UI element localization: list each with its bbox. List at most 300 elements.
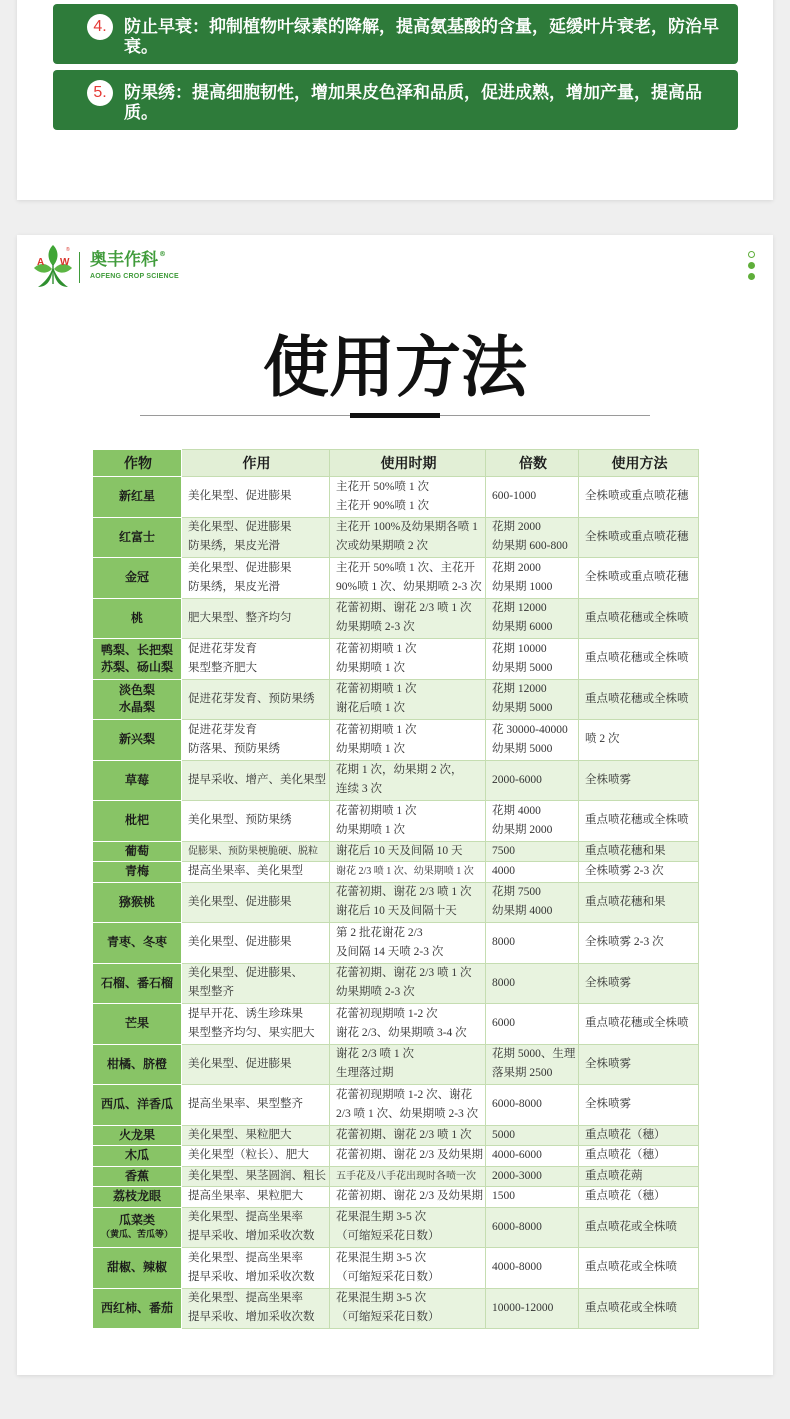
dilution-text: 600-1000	[492, 490, 537, 503]
crop-cell	[93, 639, 182, 680]
period-text: 花蕾初期、谢花 2/3 及幼果期	[336, 1149, 483, 1162]
effect-cell	[182, 1125, 330, 1146]
period-text: 幼果期喷 2-3 次	[336, 621, 415, 634]
method-text: 重点喷花或全株喷	[585, 1301, 677, 1314]
dilution-text: 花期 10000	[492, 642, 547, 655]
effect-text: 美化果型（粒长）、肥大	[188, 1149, 309, 1162]
section-title: 使用方法	[263, 329, 527, 406]
method-cell	[579, 477, 699, 518]
effect-cell	[182, 963, 330, 1004]
usage-card	[17, 235, 773, 1375]
period-text: 花果混生期 3-5 次	[336, 1211, 427, 1224]
crop-name: 柑橘、脐橙	[106, 1056, 167, 1071]
table-row	[93, 1125, 699, 1146]
period-text: 及间隔 14 天喷 2-3 次	[336, 945, 444, 958]
dilution-text: 7500	[492, 844, 515, 857]
period-cell	[330, 477, 486, 518]
period-cell	[330, 1187, 486, 1208]
dilution-cell	[486, 1288, 579, 1329]
title-accent-bar	[350, 413, 440, 418]
table-row	[93, 963, 699, 1004]
dilution-text: 花期 5000、生理	[492, 1048, 576, 1061]
method-text: 重点喷花（穗）	[585, 1128, 666, 1141]
leaf-logo-icon	[33, 244, 73, 290]
benefit-banner	[53, 70, 738, 130]
effect-text: 促进花芽发育、预防果绣	[188, 692, 315, 705]
crop-name: 芒果	[124, 1016, 149, 1031]
period-cell	[330, 598, 486, 639]
period-text: 次或幼果期喷 2 次	[336, 540, 428, 553]
method-text: 重点喷花（穗）	[585, 1190, 666, 1203]
period-text: 生理落过期	[336, 1067, 394, 1080]
method-text: 全株喷雾 2-3 次	[585, 865, 664, 878]
period-text: 花蕾初期喷 1 次	[336, 683, 417, 696]
crop-name: 苏梨、砀山梨	[100, 659, 173, 674]
method-text: 重点喷花或全株喷	[585, 1220, 677, 1233]
period-cell	[330, 1248, 486, 1289]
period-text: 花果混生期 3-5 次	[336, 1292, 427, 1305]
dilution-text: 6000-8000	[492, 1220, 542, 1233]
effect-text: 果型整齐肥大	[188, 661, 257, 674]
dilution-text: 8000	[492, 976, 515, 989]
benefit-number-badge: 5.	[87, 80, 113, 106]
vertical-dots-icon	[748, 251, 757, 287]
dilution-cell	[486, 963, 579, 1004]
period-text: 谢花 2/3 喷 1 次、幼果期喷 1 次	[336, 866, 474, 878]
period-text: 幼果期喷 1 次	[336, 823, 405, 836]
column-header-crop: 作物	[93, 450, 182, 477]
dilution-text: 5000	[492, 1128, 515, 1141]
dot	[748, 273, 755, 280]
method-cell	[579, 1044, 699, 1085]
method-cell	[579, 841, 699, 862]
method-cell	[579, 639, 699, 680]
period-text: 花蕾初期喷 1 次	[336, 642, 417, 655]
method-cell	[579, 598, 699, 639]
effect-cell	[182, 1146, 330, 1167]
crop-cell	[93, 760, 182, 801]
period-text: 花蕾初现期喷 1-2 次	[336, 1007, 438, 1020]
crop-cell	[93, 1187, 182, 1208]
period-text: 花果混生期 3-5 次	[336, 1251, 427, 1264]
method-text: 全株喷或重点喷花穗	[585, 490, 689, 503]
period-text: 主花开 50%喷 1 次	[336, 480, 429, 493]
period-text: 2/3 喷 1 次、幼果期喷 2-3 次	[336, 1107, 479, 1120]
logo-letter: A	[37, 257, 45, 268]
effect-cell	[182, 882, 330, 923]
period-text: 主花开 90%喷 1 次	[336, 499, 429, 512]
crop-name: 木瓜	[124, 1148, 149, 1163]
table-row	[93, 1207, 699, 1248]
crop-name: 香蕉	[124, 1168, 149, 1183]
dilution-cell	[486, 801, 579, 842]
effect-cell	[182, 1187, 330, 1208]
dilution-cell	[486, 760, 579, 801]
crop-cell	[93, 923, 182, 964]
period-text: （可缩短采花日数）	[336, 1270, 440, 1283]
effect-cell	[182, 679, 330, 720]
period-cell	[330, 1166, 486, 1187]
crop-cell	[93, 963, 182, 1004]
period-text: 连续 3 次	[336, 783, 382, 796]
period-text: （可缩短采花日数）	[336, 1311, 440, 1324]
effect-text: 提高坐果率、果型整齐	[188, 1098, 303, 1111]
dilution-cell	[486, 1187, 579, 1208]
crop-name: 淡色梨	[118, 683, 155, 698]
effect-cell	[182, 923, 330, 964]
crop-cell	[93, 477, 182, 518]
method-text: 重点喷花穗或全株喷	[585, 692, 689, 705]
period-text: 花蕾初期、谢花 2/3 喷 1 次	[336, 602, 472, 615]
dilution-text: 4000-6000	[492, 1149, 542, 1162]
effect-text: 防落果、预防果绣	[188, 742, 280, 755]
effect-cell	[182, 1004, 330, 1045]
method-text: 重点喷花穗和果	[585, 895, 666, 908]
effect-text: 美化果型、促进膨果	[188, 521, 292, 534]
effect-text: 防果绣，果皮光滑	[188, 580, 280, 593]
brand-tagline: AOFENG CROP SCIENCE	[90, 273, 179, 280]
effect-cell	[182, 517, 330, 558]
period-cell	[330, 841, 486, 862]
method-text: 重点喷花蒴	[585, 1169, 643, 1182]
crop-cell	[93, 841, 182, 862]
dilution-text: 落果期 2500	[492, 1067, 553, 1080]
column-header-method: 使用方法	[579, 450, 699, 477]
table-row	[93, 841, 699, 862]
table-row	[93, 1248, 699, 1289]
table-row	[93, 801, 699, 842]
dilution-text: 6000	[492, 1017, 515, 1030]
effect-text: 美化果型、果粒肥大	[188, 1128, 292, 1141]
dilution-text: 10000-12000	[492, 1301, 554, 1314]
benefit-banner	[53, 4, 738, 64]
crop-name: 草莓	[124, 772, 149, 787]
period-text: 幼果期喷 1 次	[336, 742, 405, 755]
usage-table-body	[93, 477, 699, 1329]
brand-name	[90, 249, 166, 271]
crop-name: 新兴梨	[118, 732, 155, 747]
method-text: 喷 2 次	[585, 733, 620, 746]
dilution-cell	[486, 598, 579, 639]
benefit-text: 防止早衰：抑制植物叶绿素的降解，提高氨基酸的含量，延缓叶片衰老，防治早衰。	[124, 17, 719, 57]
table-row	[93, 558, 699, 599]
effect-text: 防果绣，果皮光滑	[188, 540, 280, 553]
crop-cell	[93, 882, 182, 923]
registered-mark: ®	[159, 250, 166, 258]
effect-text: 提早采收、增加采收次数	[188, 1230, 315, 1243]
period-text: 第 2 批花谢花 2/3	[336, 926, 423, 939]
dilution-text: 幼果期 2000	[492, 823, 553, 836]
crop-name: 火龙果	[118, 1127, 155, 1142]
period-text: 90%喷 1 次、幼果期喷 2-3 次	[336, 580, 482, 593]
method-cell	[579, 923, 699, 964]
effect-text: 果型整齐	[188, 986, 234, 999]
effect-cell	[182, 477, 330, 518]
method-cell	[579, 963, 699, 1004]
crop-name: 枇杷	[124, 813, 149, 828]
period-cell	[330, 517, 486, 558]
benefits-card	[17, 0, 773, 200]
effect-text: 提早采收、增产、美化果型	[188, 773, 326, 786]
crop-name: 青枣、冬枣	[106, 935, 167, 950]
crop-name: 甜椒、辣椒	[106, 1260, 167, 1275]
dilution-text: 6000-8000	[492, 1098, 542, 1111]
brand-logo	[33, 244, 73, 290]
effect-text: 提早采收、增加采收次数	[188, 1270, 315, 1283]
method-cell	[579, 1085, 699, 1126]
crop-cell	[93, 1146, 182, 1167]
brand-name-text: 奥丰作科	[90, 250, 158, 270]
effect-text: 美化果型、促进膨果	[188, 561, 292, 574]
period-cell	[330, 923, 486, 964]
method-cell	[579, 517, 699, 558]
effect-cell	[182, 720, 330, 761]
benefit-number-badge: 4.	[87, 14, 113, 40]
table-row	[93, 1004, 699, 1045]
table-header-row	[93, 450, 699, 477]
period-cell	[330, 882, 486, 923]
method-cell	[579, 558, 699, 599]
method-cell	[579, 1207, 699, 1248]
effect-cell	[182, 1085, 330, 1126]
dilution-cell	[486, 862, 579, 883]
crop-name: 石榴、番石榴	[100, 975, 173, 990]
column-header-dilution: 倍数	[486, 450, 579, 477]
dilution-text: 花 30000-40000	[492, 723, 568, 736]
period-text: （可缩短采花日数）	[336, 1230, 440, 1243]
period-cell	[330, 963, 486, 1004]
dot	[748, 251, 755, 258]
method-cell	[579, 1187, 699, 1208]
effect-text: 果型整齐均匀、果实肥大	[188, 1026, 315, 1039]
effect-text: 美化果型、促进膨果	[188, 895, 292, 908]
effect-text: 美化果型、提高坐果率	[188, 1292, 303, 1305]
table-row	[93, 760, 699, 801]
effect-text: 提早开花、诱生珍珠果	[188, 1007, 303, 1020]
method-cell	[579, 1248, 699, 1289]
dilution-text: 花期 7500	[492, 886, 541, 899]
method-text: 全株喷雾	[585, 773, 631, 786]
benefit-text: 防果绣：提高细胞韧性，增加果皮色泽和品质，促进成熟，增加产量，提高品质。	[124, 83, 702, 123]
logo-registered-mark: ®	[66, 247, 70, 253]
period-cell	[330, 1288, 486, 1329]
crop-cell	[93, 1288, 182, 1329]
method-cell	[579, 882, 699, 923]
effect-cell	[182, 1248, 330, 1289]
crop-cell	[93, 720, 182, 761]
effect-text: 美化果型、促进膨果	[188, 1057, 292, 1070]
period-cell	[330, 720, 486, 761]
method-cell	[579, 1125, 699, 1146]
crop-cell	[93, 598, 182, 639]
method-text: 重点喷花穗或全株喷	[585, 611, 689, 624]
crop-name: 西瓜、洋香瓜	[100, 1097, 173, 1112]
crop-cell	[93, 862, 182, 883]
period-text: 主花开 100%及幼果期各喷 1	[336, 521, 478, 534]
dilution-cell	[486, 841, 579, 862]
dilution-text: 1500	[492, 1190, 515, 1203]
period-text: 花蕾初期、谢花 2/3 喷 1 次	[336, 1128, 472, 1141]
period-text: 花蕾初期喷 1 次	[336, 804, 417, 817]
crop-cell	[93, 517, 182, 558]
crop-cell	[93, 1166, 182, 1187]
method-cell	[579, 1288, 699, 1329]
dilution-cell	[486, 1004, 579, 1045]
dilution-cell	[486, 1044, 579, 1085]
effect-text: 肥大果型、整齐均匀	[188, 611, 292, 624]
dilution-text: 4000-8000	[492, 1261, 542, 1274]
crop-cell	[93, 558, 182, 599]
table-row	[93, 517, 699, 558]
method-text: 全株喷雾	[585, 1098, 631, 1111]
table-row	[93, 1288, 699, 1329]
crop-cell	[93, 1004, 182, 1045]
period-text: 谢花 2/3 喷 1 次	[336, 1048, 414, 1061]
effect-text: 提早采收、增加采收次数	[188, 1311, 315, 1324]
method-cell	[579, 1146, 699, 1167]
table-row	[93, 639, 699, 680]
period-text: 幼果期喷 1 次	[336, 661, 405, 674]
method-cell	[579, 679, 699, 720]
dilution-cell	[486, 1248, 579, 1289]
table-row	[93, 923, 699, 964]
effect-text: 提高坐果率、果粒肥大	[188, 1190, 303, 1203]
period-text: 花蕾初期、谢花 2/3 喷 1 次	[336, 967, 472, 980]
method-text: 重点喷花或全株喷	[585, 1261, 677, 1274]
dilution-text: 2000-3000	[492, 1169, 542, 1182]
table-row	[93, 1187, 699, 1208]
dot	[748, 262, 755, 269]
effect-text: 促进花芽发育	[188, 642, 257, 655]
method-cell	[579, 862, 699, 883]
dilution-text: 幼果期 5000	[492, 661, 553, 674]
crop-name: 青梅	[124, 864, 149, 879]
period-text: 花期 1 次，幼果期 2 次，	[336, 764, 463, 777]
dilution-cell	[486, 882, 579, 923]
dilution-cell	[486, 1207, 579, 1248]
dilution-text: 幼果期 6000	[492, 621, 553, 634]
period-text: 主花开 50%喷 1 次、主花开	[336, 561, 475, 574]
crop-cell	[93, 679, 182, 720]
effect-text: 美化果型、提高坐果率	[188, 1211, 303, 1224]
effect-text: 美化果型、预防果绣	[188, 814, 292, 827]
method-text: 重点喷花（穗）	[585, 1149, 666, 1162]
dilution-text: 幼果期 1000	[492, 580, 553, 593]
dilution-cell	[486, 558, 579, 599]
effect-text: 美化果型、提高坐果率	[188, 1251, 303, 1264]
effect-text: 促进花芽发育	[188, 723, 257, 736]
dilution-cell	[486, 517, 579, 558]
period-text: 五手花及八手花出现时各喷一次	[336, 1170, 476, 1182]
crop-name: 金冠	[124, 570, 149, 585]
method-text: 重点喷花穗和果	[585, 844, 666, 857]
dilution-cell	[486, 477, 579, 518]
dilution-text: 幼果期 5000	[492, 742, 553, 755]
crop-cell	[93, 801, 182, 842]
crop-cell	[93, 1248, 182, 1289]
method-text: 全株喷或重点喷花穗	[585, 530, 689, 543]
crop-name: 葡萄	[124, 843, 149, 858]
dilution-text: 2000-6000	[492, 773, 542, 786]
dilution-text: 花期 12000	[492, 683, 547, 696]
column-header-effect: 作用	[182, 450, 330, 477]
dilution-text: 花期 4000	[492, 804, 541, 817]
dilution-text: 4000	[492, 865, 515, 878]
effect-text: 美化果型、促进膨果	[188, 936, 292, 949]
period-cell	[330, 1125, 486, 1146]
period-text: 谢花 2/3、幼果期喷 3-4 次	[336, 1026, 467, 1039]
period-text: 谢花后 10 天及间隔 10 天	[336, 844, 463, 857]
method-text: 全株喷或重点喷花穗	[585, 571, 689, 584]
period-cell	[330, 1146, 486, 1167]
column-header-period: 使用时期	[330, 450, 486, 477]
crop-cell	[93, 1207, 182, 1248]
dilution-cell	[486, 720, 579, 761]
period-cell	[330, 558, 486, 599]
period-cell	[330, 1004, 486, 1045]
effect-cell	[182, 639, 330, 680]
crop-name: （黄瓜、苦瓜等）	[100, 1230, 173, 1241]
table-row	[93, 862, 699, 883]
method-cell	[579, 1004, 699, 1045]
crop-name: 猕猴桃	[118, 894, 155, 909]
effect-text: 促膨果、预防果梗脆硬、脱粒	[188, 845, 318, 857]
brand-divider	[79, 252, 80, 283]
period-text: 花蕾初期、谢花 2/3 及幼果期	[336, 1190, 483, 1203]
dilution-cell	[486, 1146, 579, 1167]
dilution-text: 花期 12000	[492, 602, 547, 615]
crop-name: 红富士	[118, 529, 155, 544]
crop-cell	[93, 1044, 182, 1085]
period-text: 花蕾初现期喷 1-2 次、谢花	[336, 1088, 473, 1101]
dilution-text: 花期 2000	[492, 521, 541, 534]
period-cell	[330, 639, 486, 680]
effect-cell	[182, 1166, 330, 1187]
dilution-cell	[486, 679, 579, 720]
table-row	[93, 882, 699, 923]
period-cell	[330, 862, 486, 883]
crop-name: 新红星	[118, 489, 155, 504]
dilution-text: 幼果期 5000	[492, 702, 553, 715]
table-row	[93, 477, 699, 518]
dilution-text: 幼果期 600-800	[492, 540, 568, 553]
period-cell	[330, 801, 486, 842]
method-text: 全株喷雾 2-3 次	[585, 936, 664, 949]
dilution-cell	[486, 923, 579, 964]
method-text: 全株喷雾	[585, 1057, 631, 1070]
effect-text: 提高坐果率、美化果型	[188, 865, 303, 878]
method-text: 重点喷花穗或全株喷	[585, 652, 689, 665]
effect-cell	[182, 760, 330, 801]
table-row	[93, 720, 699, 761]
period-text: 幼果期喷 2-3 次	[336, 986, 415, 999]
period-cell	[330, 1044, 486, 1085]
crop-name: 鸭梨、长把梨	[100, 642, 173, 657]
crop-name: 荔枝龙眼	[112, 1189, 161, 1204]
crop-cell	[93, 1085, 182, 1126]
dilution-cell	[486, 639, 579, 680]
effect-text: 美化果型、促进膨果、	[188, 967, 303, 980]
logo-letter: W	[60, 257, 70, 268]
method-text: 重点喷花穗或全株喷	[585, 814, 689, 827]
table-row	[93, 598, 699, 639]
method-cell	[579, 760, 699, 801]
period-text: 谢花后 10 天及间隔十天	[336, 905, 457, 918]
table-row	[93, 1166, 699, 1187]
dilution-cell	[486, 1166, 579, 1187]
effect-cell	[182, 841, 330, 862]
period-cell	[330, 679, 486, 720]
